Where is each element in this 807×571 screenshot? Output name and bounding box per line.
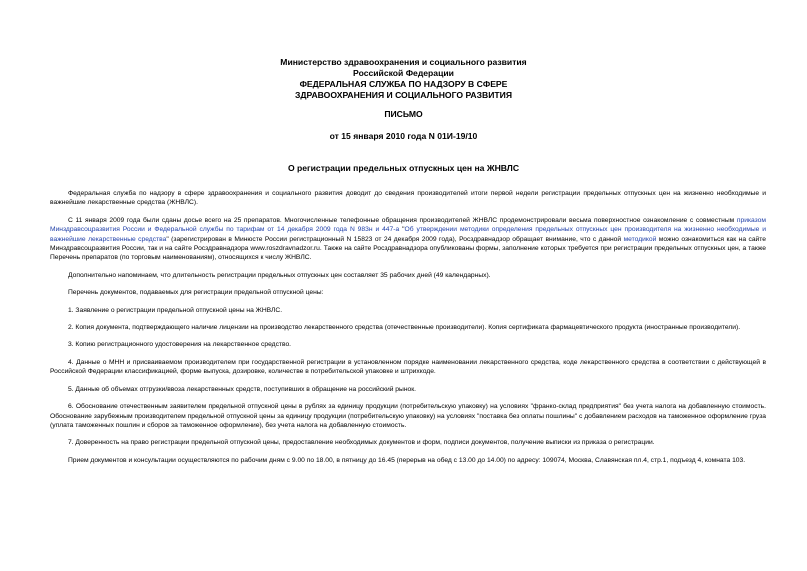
paragraph-doc-list-intro: Перечень документов, подаваемых для регистрации предельной отпускной цены: (68, 289, 324, 297)
list-item-2: 2. Копия документа, подтверждающего наличие лицензии на производство лекарственного средства (отечественные производители). Копия сертификата фармацевтического продукта (иностранные производители). (68, 324, 741, 332)
paragraph-intro: Федеральная служба по надзору в сфере здравоохранения и социального развития доводит до сведения производителей итоги первой недели регистрации предельных отпускных цен на жизненно необходимые и важнейшие лекарственные средства (ЖНВЛС). (50, 190, 766, 207)
letter-date-number: от 15 января 2010 года N 01И-19/10 (329, 131, 478, 141)
list-item-1: 1. Заявление о регистрации предельной отпускной цены на ЖНВЛС. (68, 306, 283, 314)
list-item-4: 4. Данные о МНН и присваиваемом производителем при государственной регистрации в установленном порядке наименовании лекарственного средства, коде лекарственного средства в соответствии с действующей в Российской Федерации классификацией, форме выпуска, дозировке, количестве в потребительской упаковке и штрихкоде. (50, 358, 766, 376)
methodology-link[interactable]: методикой (623, 235, 657, 243)
paragraph-submissions-text: С 11 января 2009 года были сданы досье всего на 25 препаратов. Многочисленные телефонные обращения производителей ЖНВЛС продемонстрировали весьма поверхностное ознакомление с совместным (68, 216, 737, 224)
quote-open: " (399, 226, 405, 234)
paragraph-submissions (50, 216, 766, 263)
letter-subject: О регистрации предельных отпускных цен на ЖНВЛС (287, 163, 520, 173)
paragraph-duration: Дополнительно напоминаем, что длительность регистрации предельных отпускных цен составляет 35 рабочих дней (49 календарных). (68, 271, 491, 279)
issuer-service: ФЕДЕРАЛЬНАЯ СЛУЖБА ПО НАДЗОРУ В СФЕРЕ (299, 79, 508, 89)
issuer-country: Российской Федерации (353, 68, 454, 78)
list-item-7: 7. Доверенность на право регистрации предельной отпускной цены, предоставление необходимых документов и форм, подписи документов, получение выписки из приказа о регистрации. (68, 439, 655, 447)
issuer-ministry: Министерство здравоохранения и социального развития (280, 57, 527, 67)
list-item-5: 5. Данные об объемах отгрузки/ввоза лекарственных средств, поступивших в обращение на российский рынок. (68, 385, 417, 393)
methodology-title-link[interactable]: Об утверждении методики определения предельных отпускных цен производителя на жизненно необходимые и важнейшие лекарственные средства (50, 226, 766, 243)
letter-body (50, 189, 766, 473)
registration-text: " (зарегистрирован в Минюсте России регистрационный N 15823 от 24 декабря 2009 года), Росздравнадзор обращает внимание, что с данной (166, 235, 624, 243)
issuer-header (0, 57, 807, 101)
list-item-6: 6. Обоснование отечественным заявителем предельной отпускной цены в рублях за единицу продукции (потребительскую упаковку) на условиях "франко-склад предприятия" без учета налога на добавленную стоимость. Обоснование зарубежным производителем предельной отпускной цены за единицу продукции (потребительскую упаковку) на условиях "поставка без оплаты пошлины" с добавлением расходов на таможенное оформление груза (уплата таможенных пошлин и сборов за таможенное оформление), без учета налога на добавленную стоимость. (50, 403, 766, 429)
paragraph-office-hours: Прием документов и консультации осуществляются по рабочим дням с 9.00 по 18.00, в пятницу до 16.45 (перерыв на обед с 13.00 до 14.00) по адресу: 109074, Москва, Славянская пл.4, стр.1, подъезд 4, комната 103. (68, 456, 746, 464)
order-link[interactable]: приказом Минздравсоцразвития России и Федеральной службы по тарифам от 14 декабря 2009 года N 983н и 447-а (50, 216, 766, 234)
letter-type: ПИСЬМО (384, 109, 423, 119)
issuer-service-cont: ЗДРАВООХРАНЕНИЯ И СОЦИАЛЬНОГО РАЗВИТИЯ (294, 90, 512, 100)
list-item-3: 3. Копию регистрационного удостоверения на лекарственное средство. (68, 341, 292, 349)
website-text: можно ознакомиться как на сайте Минздравсоцразвития России, так и на сайте Росздравнадзора www.roszdravnadzor.ru. Также на сайте Росздравнадзора опубликованы формы, заполнение которых требуется при регистрации предельных отпускных цен, а также Перечень препаратов (по торговым наименованиям), относящихся к числу ЖНВЛС. (50, 235, 766, 262)
